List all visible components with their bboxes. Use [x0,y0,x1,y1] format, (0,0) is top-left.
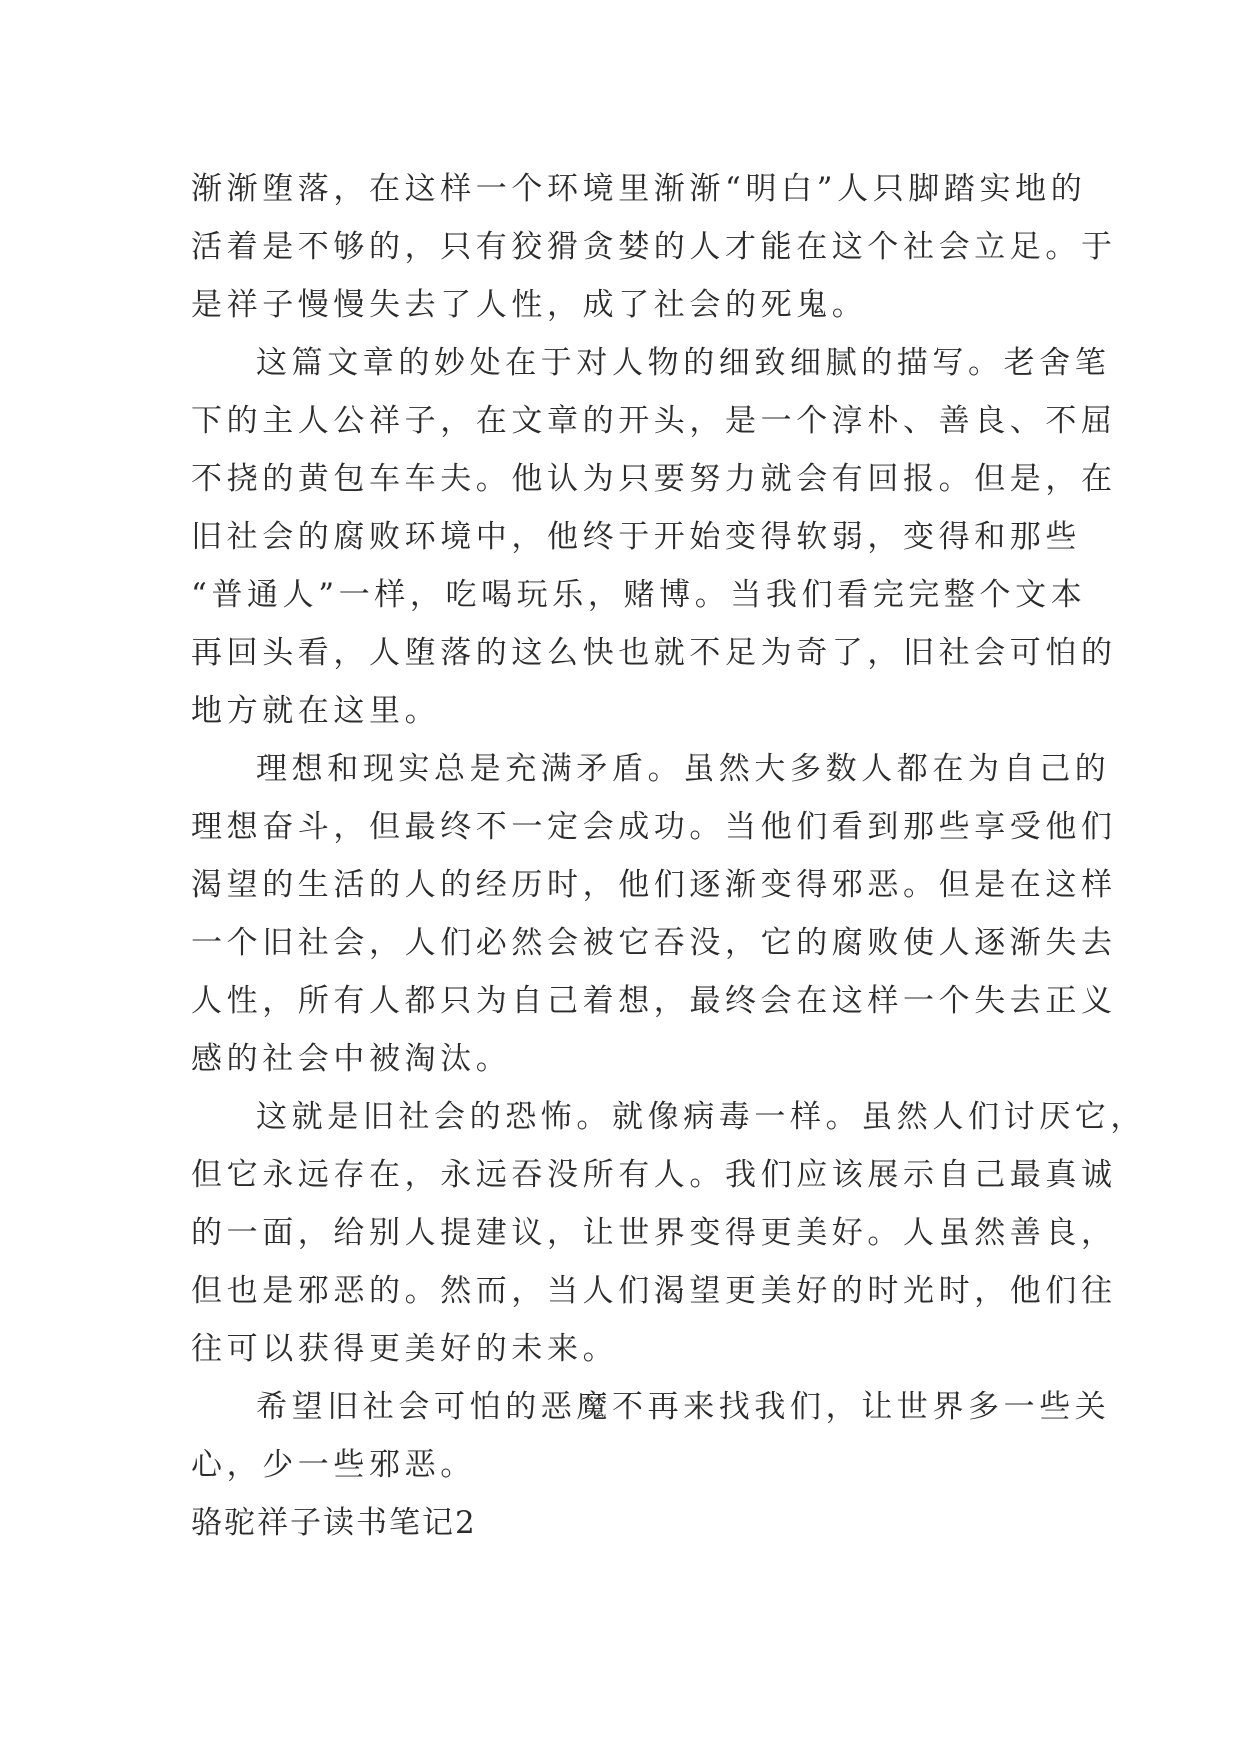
text-line: 的一面，给别人提建议，让世界变得更美好。人虽然善良， [191,1215,1117,1251]
paragraph [191,740,1117,1088]
text-line: 心，少一些邪恶。 [191,1447,476,1483]
text-line: 理想奋斗，但最终不一定会成功。当他们看到那些享受他们 [191,809,1117,845]
text-line: 渐渐堕落，在这样一个环境里渐渐“明白”人只脚踏实地的 [191,171,1087,207]
text-line: 下的主人公祥子，在文章的开头，是一个淳朴、善良、不屈 [191,403,1117,439]
document-body [191,160,1146,1552]
text-line: 是祥子慢慢失去了人性，成了社会的死鬼。 [191,287,868,323]
text-line: 这就是旧社会的恐怖。就像病毒一样。虽然人们讨厌它， [256,1099,1146,1135]
paragraph [191,334,1117,740]
text-line: 旧社会的腐败环境中，他终于开始变得软弱，变得和那些 [191,519,1081,555]
paragraph [191,1378,1111,1494]
paragraph [191,1088,1146,1378]
text-line: 这篇文章的妙处在于对人物的细致细腻的描写。老舍笔 [256,345,1111,381]
text-line: 一个旧社会，人们必然会被它吞没，它的腐败使人逐渐失去 [191,925,1117,961]
text-line: 感的社会中被淘汰。 [191,1041,512,1077]
text-line: 但它永远存在，永远吞没所有人。我们应该展示自己最真诚 [191,1157,1117,1193]
text-line: “普通人”一样，吃喝玩乐，赌博。当我们看完完整个文本 [191,577,1087,613]
text-line: 希望旧社会可怕的恶魔不再来找我们，让世界多一些关 [256,1389,1111,1425]
text-line: 活着是不够的，只有狡猾贪婪的人才能在这个社会立足。于 [191,229,1117,265]
text-line: 地方就在这里。 [191,693,441,729]
text-line: 理想和现实总是充满矛盾。虽然大多数人都在为自己的 [256,751,1111,787]
text-line: 再回头看，人堕落的这么快也就不足为奇了，旧社会可怕的 [191,635,1117,671]
text-line: 渴望的生活的人的经历时，他们逐渐变得邪恶。但是在这样 [191,867,1117,903]
text-line: 但也是邪恶的。然而，当人们渴望更美好的时光时，他们往 [191,1273,1117,1309]
text-line: 不挠的黄包车车夫。他认为只要努力就会有回报。但是，在 [191,461,1117,497]
paragraph [191,160,1117,334]
text-line: 人性，所有人都只为自己着想，最终会在这样一个失去正义 [191,983,1117,1019]
section-title: 骆驼祥子读书笔记2 [191,1505,477,1541]
text-line: 往可以获得更美好的未来。 [191,1331,619,1367]
